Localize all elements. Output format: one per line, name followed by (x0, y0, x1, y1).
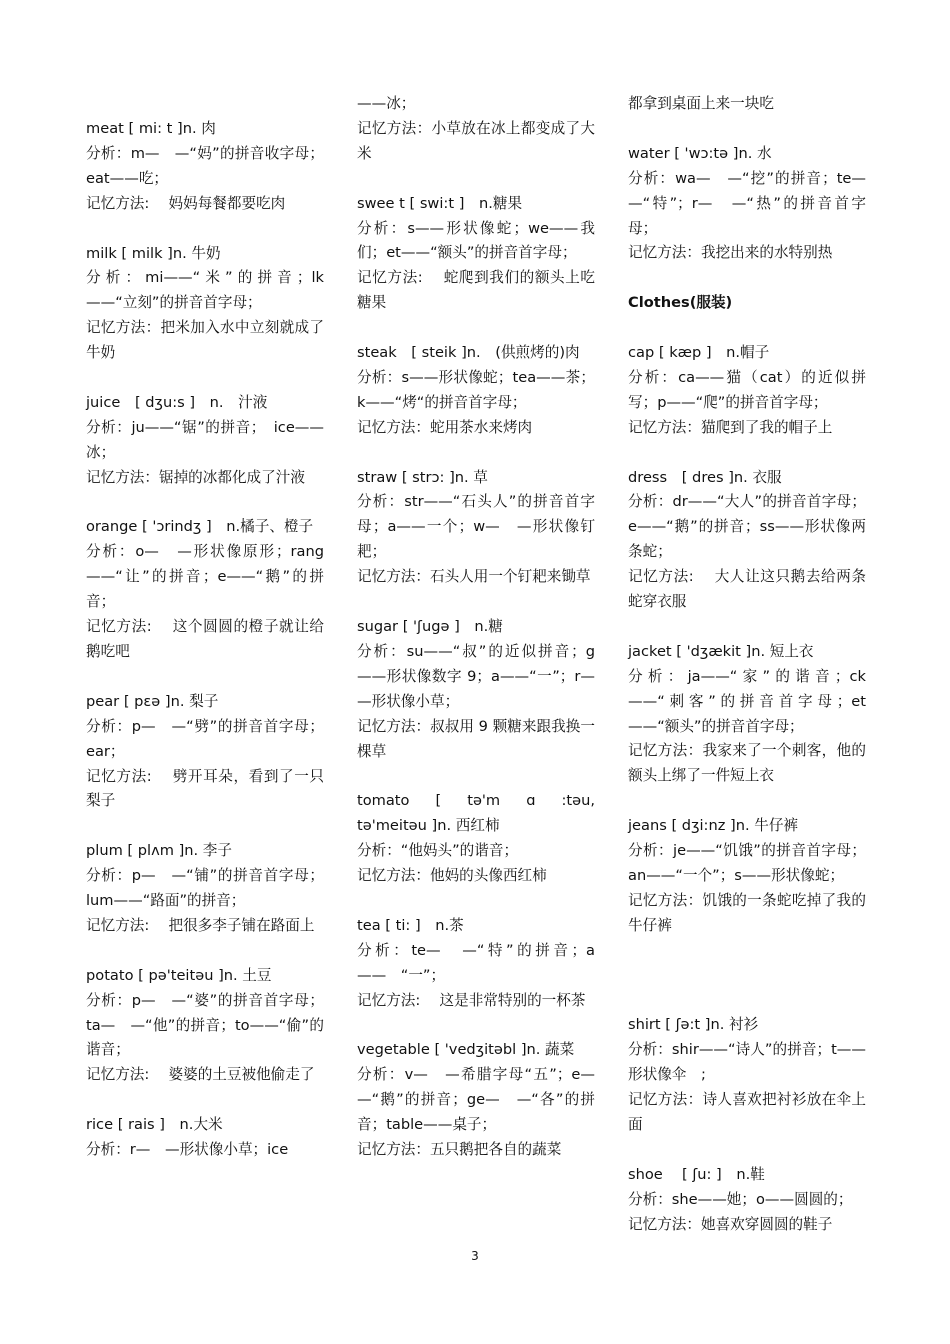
entry-line: 分析：s——形状像蛇；we——我们；et——“额头”的拼音首字母； (357, 219, 595, 262)
column-1 (86, 117, 324, 1163)
entry-gap (628, 316, 866, 341)
vocab-entry (628, 142, 881, 267)
vocab-entry (357, 615, 610, 764)
entry-line: 分析：r— —形状像小草；ice (86, 1141, 289, 1159)
entry-gap (357, 441, 595, 466)
entry-line: 分析：“他妈头”的谐音； (357, 842, 519, 860)
entry-headword: orange [ 'ɔrindʒ ] n.橘子、橙子 (86, 518, 314, 536)
entry-line: 分析：v— —希腊字母“五”；e— —“鹅”的拼音；ge— —“各”的拼音；table——桌子； (357, 1066, 610, 1134)
entry-gap (86, 665, 324, 690)
column-3 (628, 92, 881, 1238)
vocab-entry (357, 341, 595, 441)
entry-line: 记忆方法：她喜欢穿圆圆的鞋子 (628, 1215, 833, 1233)
entry-line: 记忆方法：叔叔用 9 颗糖来跟我换一棵草 (357, 717, 595, 760)
vocab-entry (628, 466, 866, 615)
vocab-entry (86, 690, 324, 815)
entry-line: 记忆方法：把米加入水中立刻就成了牛奶 (86, 319, 324, 362)
entry-line: 记忆方法：小草放在冰上都变成了大米 (357, 119, 595, 162)
entry-line: 记忆方法：石头人用一个钉耙来锄草 (357, 568, 591, 586)
entry-line: 分析：m— —“妈”的拼音收字母；eat——吃； (86, 144, 324, 187)
column-2 (357, 92, 610, 1163)
entry-line: 记忆方法：我家来了一个刺客，他的额头上绑了一件短上衣 (628, 742, 866, 785)
vocab-entry (86, 1113, 324, 1163)
entry-line: 记忆方法：我挖出来的水特别热 (628, 244, 833, 262)
entry-line: 分析：ju——“锯”的拼音； ice——冰； (86, 418, 324, 461)
entry-headword: jeans [ dʒi:nz ]n. 牛仔裤 (628, 817, 799, 835)
entry-line: 记忆方法: 妈妈每餐都要吃肉 (86, 194, 286, 212)
entry-headword: vegetable [ 'vedʒitəbl ]n. 蔬菜 (357, 1041, 575, 1059)
vocab-entry (86, 515, 324, 664)
vocab-entry (628, 640, 866, 789)
entry-line: 记忆方法: 大人让这只鹅去给两条蛇穿衣服 (628, 568, 866, 611)
entry-headword: shirt [ ʃə:t ]n. 衬衫 (628, 1016, 759, 1034)
vocab-entry (628, 341, 866, 441)
entry-gap (628, 789, 866, 814)
entry-gap (86, 814, 324, 839)
vocab-entry (628, 92, 866, 117)
entry-gap (357, 1013, 595, 1038)
entry-headword: juice [ dʒu:s ] n. 汁液 (86, 393, 268, 411)
entry-headword: sugar [ 'ʃugə ] n.糖 (357, 617, 503, 635)
entry-line: 分析：she——她；o——圆圆的； (628, 1190, 853, 1208)
entry-line: 分析：wa— —“挖”的拼音；te— —“特”；r— —“热”的拼音首字母； (628, 169, 881, 237)
entry-headword: tomato [ tə'm ɑ :təu, tə'meitəu ]n. 西红柿 (357, 792, 595, 835)
entry-line: 记忆方法：饥饿的一条蛇吃掉了我的牛仔裤 (628, 891, 866, 934)
entry-gap (628, 1138, 866, 1163)
entry-line: 分析：te— —“特”的拼音；a—— “一”； (357, 941, 595, 984)
entry-gap (628, 441, 866, 466)
entry-gap (357, 889, 595, 914)
vocab-entry (357, 789, 595, 889)
entry-gap (357, 316, 595, 341)
vocab-entry (357, 192, 595, 317)
entry-gap (86, 939, 324, 964)
entry-line: 记忆方法: 劈开耳朵，看到了一只梨子 (86, 767, 324, 810)
vocab-entry (86, 117, 324, 217)
entry-line: 记忆方法：锯掉的冰都化成了汁液 (86, 468, 305, 486)
entry-line: 分析：str——“石头人”的拼音首字母；a——一个；w— —形状像钉耙； (357, 493, 595, 561)
entry-headword: water [ 'wɔ:tə ]n. 水 (628, 144, 772, 162)
entry-headword: jacket [ 'dʒækit ]n. 短上衣 (628, 642, 814, 660)
entry-line: 记忆方法: 把很多李子铺在路面上 (86, 916, 315, 934)
entry-gap (357, 764, 595, 789)
entry-headword: 都拿到桌面上来一块吃 (628, 95, 774, 112)
vocab-entry (357, 1038, 610, 1163)
entry-headword: potato [ pə'teitəu ]n. 土豆 (86, 966, 272, 984)
entry-line: 记忆方法：五只鹅把各自的蔬菜 (357, 1140, 562, 1158)
entry-line: 分析：p— —“婆”的拼音首字母；ta— —“他”的拼音；to——“偷”的谐音； (86, 991, 324, 1059)
vocab-entry (628, 1013, 866, 1138)
entry-headword: dress [ dres ]n. 衣服 (628, 468, 782, 486)
entry-headword: ——冰； (357, 95, 416, 112)
vocab-entry (86, 391, 324, 491)
entry-headword: swee t [ swi:t ] n.糖果 (357, 194, 523, 212)
entry-line: 记忆方法: 这个圆圆的橙子就让给鹅吃吧 (86, 618, 324, 660)
vocab-entry (357, 466, 595, 591)
entry-headword: meat [ mi: t ]n. 肉 (86, 120, 216, 137)
vocab-entry (628, 1163, 866, 1238)
page-number: 3 (471, 1249, 479, 1263)
entry-headword: straw [ strɔ: ]n. 草 (357, 468, 488, 486)
entry-line: 分析：je——“饥饿”的拼音首字母；an——“一个”；s——形状像蛇； (628, 842, 866, 884)
entry-gap (86, 217, 324, 242)
entry-line: 分析：dr——“大人”的拼音首字母；e——“鹅”的拼音；ss——形状像两条蛇； (628, 493, 866, 561)
entry-line: 分析：o— —形状像原形；rang——“让”的拼音；e——“鹅”的拼音； (86, 543, 324, 611)
entry-headword: plum [ plʌm ]n. 李子 (86, 842, 232, 860)
vocab-entry (86, 964, 324, 1089)
entry-headword: shoe [ ʃu: ] n.鞋 (628, 1165, 765, 1183)
entry-gap (86, 1088, 324, 1113)
entry-line: 记忆方法: 婆婆的土豆被他偷走了 (86, 1066, 315, 1084)
vocab-entry (357, 92, 595, 167)
entry-headword: steak [ steik ]n. (供煎烤的)肉 (357, 344, 580, 362)
vocab-entry (628, 814, 866, 939)
vocab-entry (357, 914, 595, 1014)
entry-line: 记忆方法：猫爬到了我的帽子上 (628, 418, 833, 436)
entry-gap (86, 366, 324, 391)
entry-line: 分析：s——形状像蛇；tea——茶；k——“烤“的拼音首字母； (357, 368, 595, 411)
entry-headword: tea [ ti: ] n.茶 (357, 916, 464, 934)
vocab-entry (86, 242, 324, 367)
entry-gap (628, 117, 866, 142)
entry-headword: milk [ milk ]n. 牛奶 (86, 244, 221, 262)
entry-gap (357, 167, 595, 192)
entry-headword: cap [ kæp ] n.帽子 (628, 344, 770, 362)
entry-gap (86, 491, 324, 516)
entry-line: 记忆方法：蛇用茶水来烤肉 (357, 418, 533, 436)
entry-line: 分析：mi——“米”的拼音；lk——“立刻”的拼音首字母； (86, 269, 324, 312)
entry-line: 记忆方法: 这是非常特别的一杯茶 (357, 991, 586, 1009)
entry-gap (628, 939, 866, 964)
entry-line: 分析：ca——猫（cat）的近似拼写；p——“爬”的拼音首字母； (628, 368, 866, 411)
entry-line: 记忆方法: 蛇爬到我们的额头上吃糖果 (357, 269, 595, 312)
entry-gap (628, 989, 866, 1014)
entry-headword: pear [ pɛə ]n. 梨子 (86, 692, 219, 710)
entry-line: 记忆方法：诗人喜欢把衬衫放在伞上面 (628, 1091, 866, 1134)
entry-line: 分析：p— —“铺”的拼音首字母；lum——“路面”的拼音； (86, 867, 324, 910)
entry-gap (357, 590, 595, 615)
entry-headword: rice [ rais ] n.大米 (86, 1116, 223, 1134)
entry-line: 分析：shir——“诗人”的拼音；t——形状像伞 ; (628, 1041, 866, 1084)
entry-line: 分析：p— —“劈”的拼音首字母；ear； (86, 717, 324, 760)
blank-line (628, 964, 866, 989)
entry-line: 记忆方法：他妈的头像西红柿 (357, 867, 547, 885)
entry-line: 分析：ja——“家”的谐音；ck——“刺客”的拼音首字母；et——“额头”的拼音首字母； (628, 667, 866, 735)
section-heading: Clothes(服装) (628, 294, 733, 312)
vocab-entry (86, 839, 324, 939)
entry-line: 分析：su——“叔”的近似拼音；g——形状像数字 9；a——“一”；r— —形状像小草； (357, 642, 610, 710)
entry-gap (628, 615, 866, 640)
entry-gap (628, 266, 866, 291)
